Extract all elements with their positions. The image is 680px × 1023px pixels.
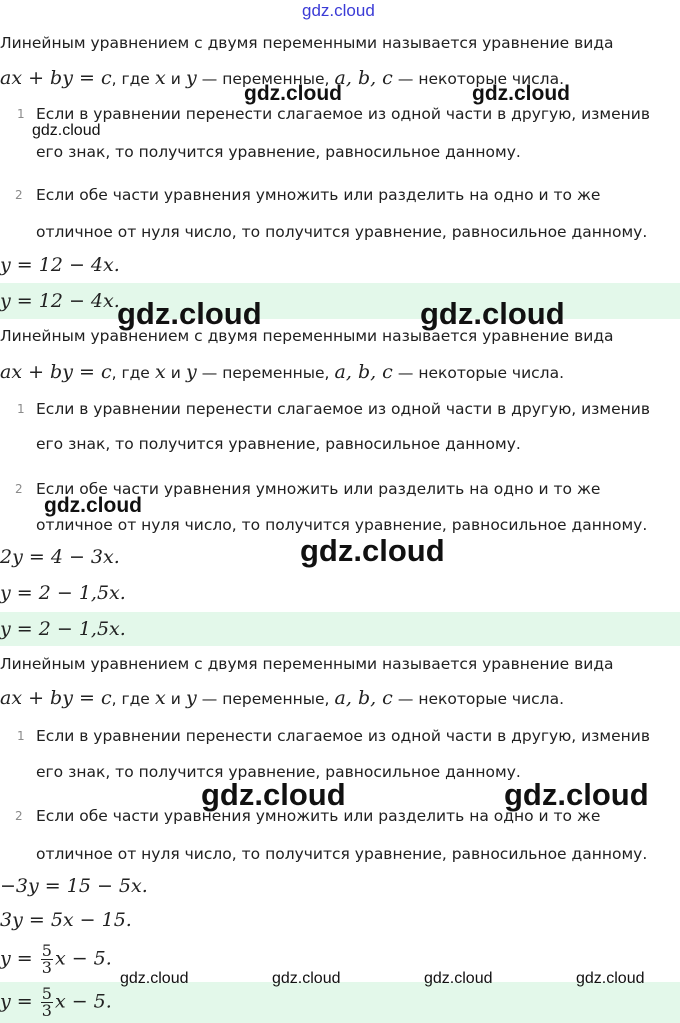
watermark: gdz.cloud: [117, 296, 262, 331]
watermark: gdz.cloud: [576, 970, 645, 987]
rule-text: его знак, то получится уравнение, равносильное данному.: [36, 763, 521, 781]
rule-text: его знак, то получится уравнение, равносильное данному.: [36, 143, 521, 161]
answer-equation: y = $\frac{5}{3}$ x − 5.: [0, 984, 112, 1020]
rule-text: Если в уравнении перенести слагаемое из одной части в другую, изменив: [36, 105, 650, 123]
watermark: gdz.cloud: [272, 970, 341, 987]
rule-number: 2: [15, 809, 23, 823]
watermark: gdz.cloud: [244, 82, 342, 105]
definition-intro: Линейным уравнением с двумя переменными называется уравнение вида: [0, 327, 614, 345]
watermark: gdz.cloud: [120, 970, 189, 987]
watermark: gdz.cloud: [300, 533, 445, 568]
rule-number: 1: [17, 729, 25, 743]
rule-text: отличное от нуля число, то получится уравнение, равносильное данному.: [36, 516, 648, 534]
solution-step: 3y = 5x − 15.: [0, 909, 132, 931]
definition-intro: Линейным уравнением с двумя переменными называется уравнение вида: [0, 655, 614, 673]
watermark: gdz.cloud: [32, 122, 101, 139]
definition-line: ax + by = c, где x и y — переменные, a, b, c — некоторые числа.: [0, 687, 565, 709]
rule-text: Если в уравнении перенести слагаемое из одной части в другую, изменив: [36, 727, 650, 745]
rule-text: отличное от нуля число, то получится уравнение, равносильное данному.: [36, 223, 648, 241]
definition-intro: Линейным уравнением с двумя переменными называется уравнение вида: [0, 34, 614, 52]
rule-text: его знак, то получится уравнение, равносильное данному.: [36, 435, 521, 453]
answer-equation: y = 2 − 1,5x.: [0, 618, 126, 640]
solution-step: y = 12 − 4x.: [0, 254, 120, 276]
definition-line: ax + by = c, где x и y — переменные, a, b, c — некоторые числа.: [0, 361, 565, 383]
solution-step: 2y = 4 − 3x.: [0, 546, 120, 568]
definition-line: ax + by = c, где x и y — переменные, a, b, c — некоторые числа.: [0, 67, 565, 89]
solution-step: y = $\frac{5}{3}$ x − 5.: [0, 941, 112, 977]
watermark: gdz.cloud: [420, 296, 565, 331]
watermark: gdz.cloud: [302, 1, 375, 20]
answer-equation: y = 12 − 4x.: [0, 290, 120, 312]
watermark: gdz.cloud: [472, 82, 570, 105]
rule-number: 1: [17, 107, 25, 121]
fraction: $\frac{5}{3}$: [41, 941, 52, 977]
solution-step: y = 2 − 1,5x.: [0, 582, 126, 604]
watermark: gdz.cloud: [424, 970, 493, 987]
definition-equation: ax + by = c: [0, 67, 112, 89]
rule-number: 2: [15, 188, 23, 202]
rule-text: отличное от нуля число, то получится уравнение, равносильное данному.: [36, 845, 648, 863]
definition-equation: ax + by = c: [0, 687, 112, 709]
solution-step: −3y = 15 − 5x.: [0, 875, 148, 897]
rule-text: Если обе части уравнения умножить или разделить на одно и то же: [36, 186, 601, 204]
fraction: $\frac{5}{3}$: [41, 984, 52, 1020]
rule-number: 1: [17, 402, 25, 416]
definition-equation: ax + by = c: [0, 361, 112, 383]
watermark: gdz.cloud: [201, 777, 346, 812]
watermark: gdz.cloud: [504, 777, 649, 812]
rule-number: 2: [15, 482, 23, 496]
watermark: gdz.cloud: [44, 494, 142, 517]
rule-text: Если обе части уравнения умножить или разделить на одно и то же: [36, 807, 601, 825]
rule-text: Если обе части уравнения умножить или разделить на одно и то же: [36, 480, 601, 498]
rule-text: Если в уравнении перенести слагаемое из одной части в другую, изменив: [36, 400, 650, 418]
